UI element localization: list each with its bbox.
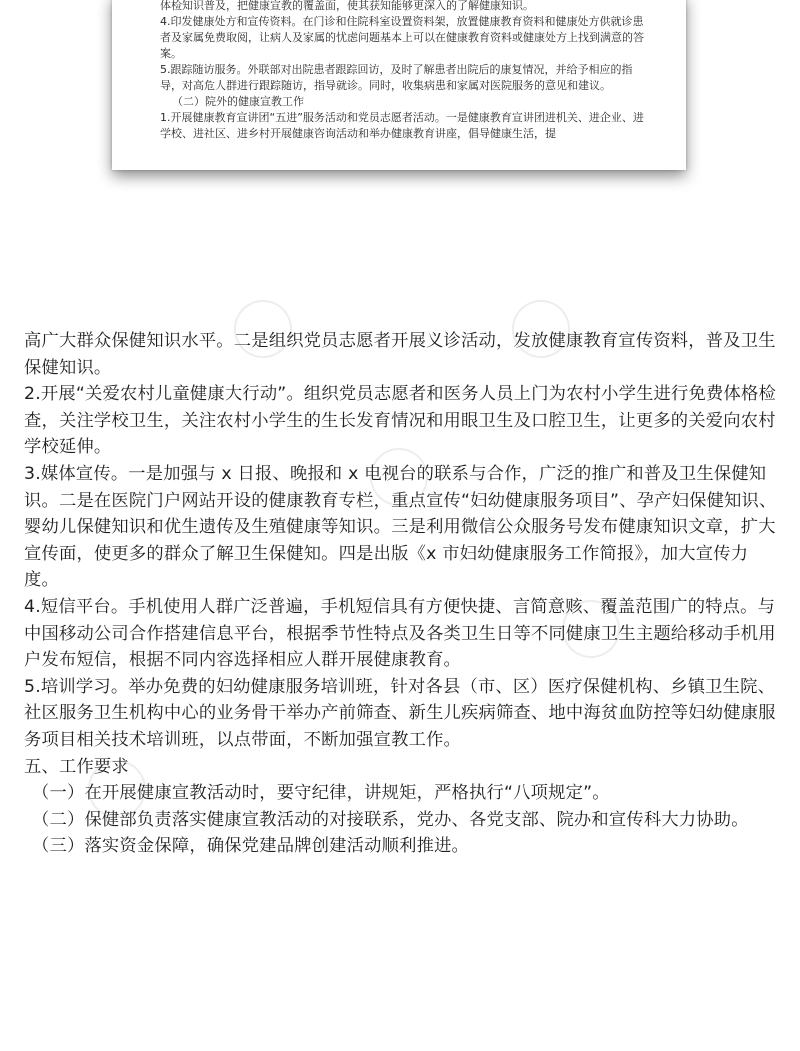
requirement-item: （三）落实资金保障，确保党建品牌创建活动顺利推进。 bbox=[32, 836, 470, 857]
paragraph: 4.短信平台。手机使用人群广泛普遍，手机短信具有方便快捷、言简意赅、覆盖范围广的特点。与中国移动公司合作搭建信息平台，根据季节性特点及各类卫生日等不同健康卫生主题给移动手机用户发布短信，根据不同内容选择相应人群开展健康教育。 bbox=[24, 596, 776, 671]
section-heading: 五、工作要求 bbox=[24, 756, 129, 777]
paragraph: 3.媒体宣传。一是加强与 x 日报、晚报和 x 电视台的联系与合作，广泛的推广和普及卫生保健知识。二是在医院门户网站开设的健康教育专栏，重点宣传“妇幼健康服务项目”、孕产妇保健知识、婴幼儿保健知识和优生遗传及生殖健康等知识。三是利用微信公众服务号发布健康知识文章，扩大宣传面，使更多的群众了解卫生保健知。四是出版《x 市妇幼健康服务工作简报》，加大宣传力度。 bbox=[24, 463, 777, 591]
preview-section-heading: （二）院外的健康宣教工作 bbox=[172, 95, 304, 108]
paragraph: 5.培训学习。举办免费的妇幼健康服务培训班，针对各县（市、区）医疗保健机构、乡镇卫生院、社区服务卫生机构中心的业务骨干举办产前筛查、新生儿疾病筛查、地中海贫血防控等妇幼健康服务项目相关技术培训班，以点带面，不断加强宣教工作。 bbox=[24, 676, 776, 750]
preview-line: 5.跟踪随访服务。外联部对出院患者跟踪回访，及时了解患者出院后的康复情况，并给予相应的指导，对高危人群进行跟踪随访，指导就诊。同时，收集病患和家属对医院服务的意见和建议。 bbox=[160, 63, 633, 92]
preview-line: 4.印发健康处方和宣传资料。在门诊和住院科室设置资料架，放置健康教育资料和健康处方供就诊患者及家属免费取阅，让病人及家属的忧虑问题基本上可以在健康教育资料或健康处方上找到满意的答案。 bbox=[160, 15, 644, 60]
preview-body bbox=[160, 0, 646, 142]
requirement-item: （二）保健部负责落实健康宣教活动的对接联系，党办、各党支部、院办和宣传科大力协助。 bbox=[32, 809, 749, 830]
document-body bbox=[24, 328, 780, 860]
preview-line: 1.开展健康教育宣讲团“五进”服务活动和党员志愿者活动。一是健康教育宣讲团进机关、进企业、进学校、进社区、进乡村开展健康咨询活动和举办健康教育讲座，倡导健康生活，提 bbox=[160, 111, 644, 140]
requirement-item: （一）在开展健康宣教活动时，要守纪律，讲规矩，严格执行“八项规定”。 bbox=[32, 783, 610, 804]
paragraph: 2.开展“关爱农村儿童健康大行动”。组织党员志愿者和医务人员上门为农村小学生进行免费体格检查，关注学校卫生，关注农村小学生的生长发育情况和用眼卫生及口腔卫生，让更多的关爱向农村学校延伸。 bbox=[24, 384, 776, 458]
preview-line: 体检知识普及，把健康宣教的覆盖面，使其获知能够更深入的了解健康知识。 bbox=[160, 0, 534, 12]
preview-card bbox=[112, 0, 686, 170]
paragraph: 高广大群众保健知识水平。二是组织党员志愿者开展义诊活动，发放健康教育宣传资料，普及卫生保健知识。 bbox=[24, 331, 776, 378]
